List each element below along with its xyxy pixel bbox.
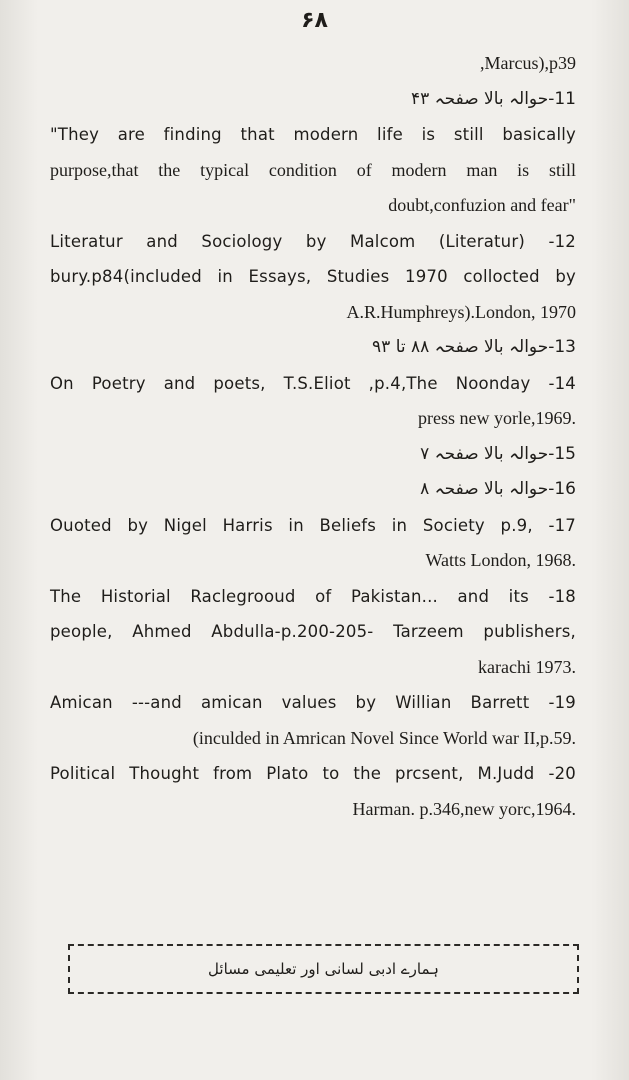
reference-line: "They are finding that modern life is still basically: [50, 125, 576, 144]
references-list: [50, 46, 576, 827]
reference-line: (inculded in Amrican Novel Since World war II,p.59.: [192, 727, 576, 748]
reference-line: purpose,that the typical condition of modern man is still: [50, 159, 576, 180]
reference-line-urdu: 13-حوالہ بالا صفحہ ۸۸ تا ۹۳: [372, 337, 576, 357]
reference-line: doubt,confuzion and fear": [388, 195, 576, 215]
reference-line: The Historial Raclegrooud of Pakistan... and its -18: [50, 586, 576, 606]
reference-line-urdu: 16-حوالہ بالا صفحہ ۸: [420, 479, 576, 499]
reference-line: bury.p84(included in Essays, Studies 1970 collocted by: [50, 267, 576, 286]
reference-line: Harman. p.346,new yorc,1964.: [352, 798, 576, 819]
reference-line-urdu: 15-حوالہ بالا صفحہ ۷: [420, 443, 576, 464]
reference-line: Amican ---and amican values by Willian Barrett -19: [50, 693, 576, 712]
reference-line: Ouoted by Nigel Harris in Beliefs in Society p.9, -17: [50, 515, 576, 535]
footer-book-title-box: [68, 944, 579, 994]
reference-line: On Poetry and poets, T.S.Eliot ,p.4,The Noonday -14: [50, 373, 576, 393]
page-number: ۶۸: [301, 8, 328, 33]
footer-book-title: ہمارے ادبی لسانی اور تعلیمی مسائل: [208, 960, 439, 978]
reference-line-urdu: 11-حوالہ بالا صفحہ ۴۳: [411, 88, 576, 109]
reference-line: Political Thought from Plato to the prcsent, M.Judd -20: [50, 764, 576, 783]
reference-line: A.R.Humphreys).London, 1970: [346, 301, 576, 322]
reference-line: karachi 1973.: [478, 656, 576, 677]
reference-line: people, Ahmed Abdulla-p.200-205- Tarzeem publishers,: [50, 622, 576, 641]
reference-line: Literatur and Sociology by Malcom (Literatur) -12: [50, 231, 576, 251]
reference-line: ,Marcus),p39: [480, 53, 576, 73]
reference-line: Watts London, 1968.: [425, 550, 576, 570]
reference-line: press new yorle,1969.: [418, 408, 576, 428]
